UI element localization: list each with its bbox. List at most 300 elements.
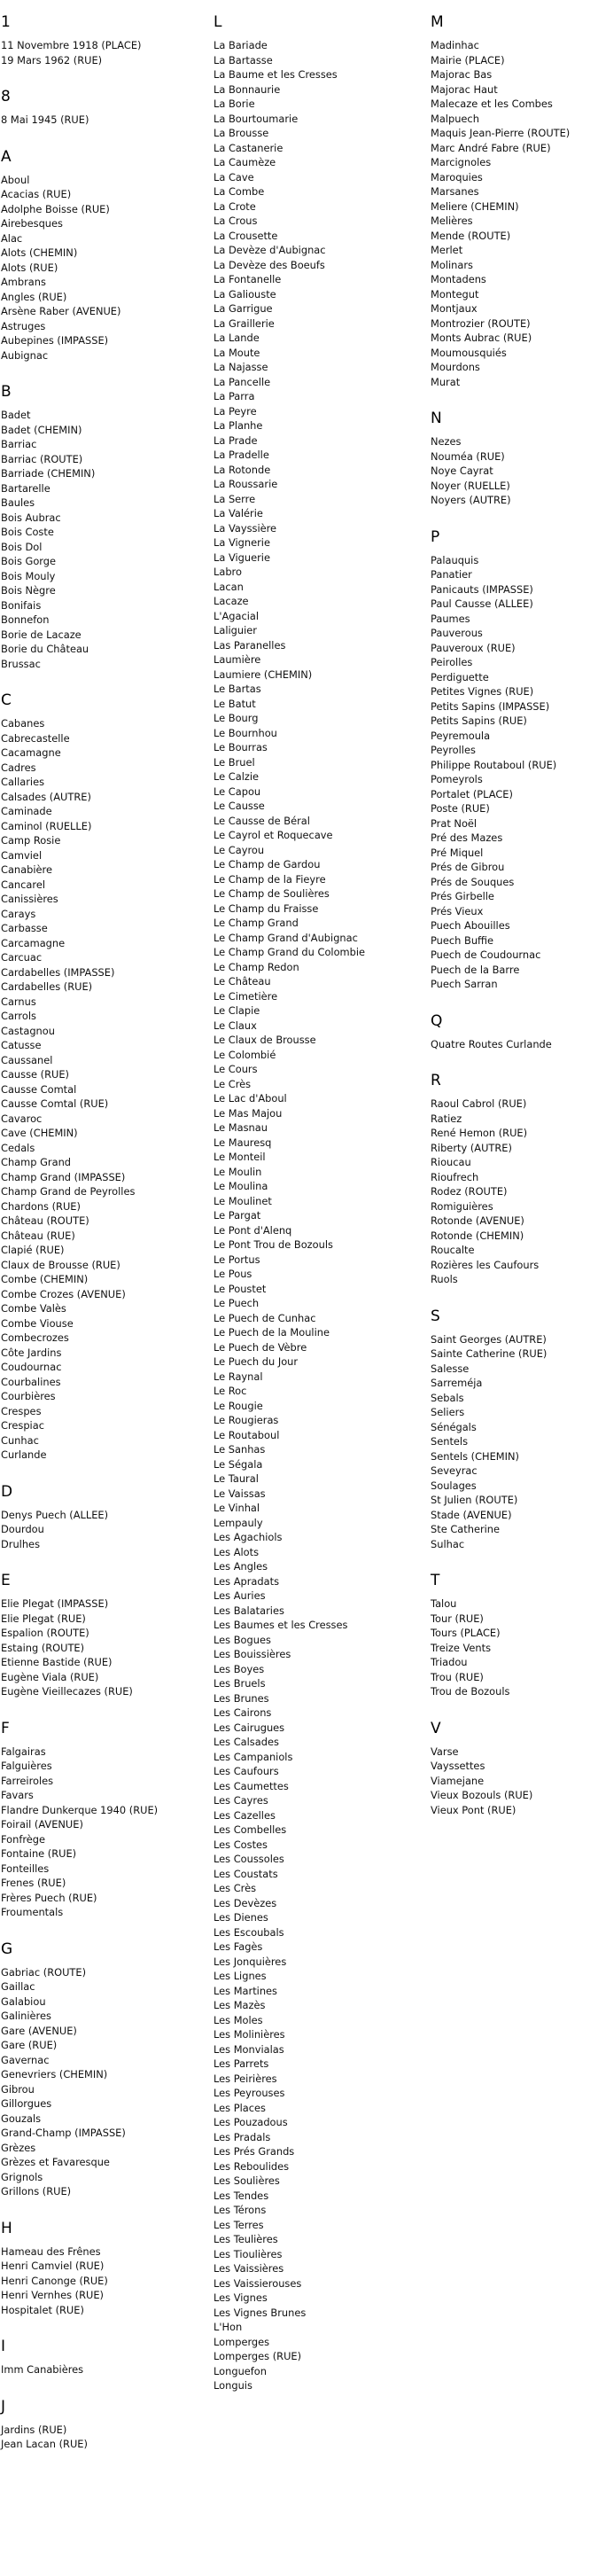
street-name: La Valérie — [214, 507, 263, 519]
street-name: Le Champ du Fraisse — [214, 902, 319, 915]
street-name: Lomperges (RUE) — [214, 2350, 302, 2362]
street-name: Saint Georges (AUTRE) — [431, 1332, 547, 1346]
street-name: Caminade — [1, 805, 52, 817]
street-name: Les Fagès — [214, 1940, 263, 1953]
street-name: Les Cairons — [214, 1706, 272, 1719]
street-name: Les Dienes — [214, 1911, 268, 1924]
street-name: Le Puech du Jour — [214, 1355, 299, 1368]
street-name: Castagnou — [1, 1024, 55, 1037]
street-name: Les Alots — [214, 1545, 260, 1558]
street-name: Cave (CHEMIN) — [1, 1127, 78, 1139]
street-name: Le Roc — [214, 1385, 247, 1397]
street-name: Les Coustats — [214, 1867, 278, 1880]
street-name: St Julien (ROUTE) — [431, 1494, 518, 1506]
street-name: Le Crès — [214, 1077, 252, 1090]
street-name: Gare (RUE) — [1, 2039, 58, 2051]
street-name: Le Champ Grand d'Aubignac — [214, 931, 358, 944]
street-name: Carcuac — [1, 951, 43, 964]
street-name: Eugène Vieillecazes (RUE) — [1, 1685, 133, 1698]
street-name: Henri Camviel (RUE) — [1, 2260, 105, 2272]
street-name: Bois Coste — [1, 526, 54, 538]
street-name: 19 Mars 1962 (RUE) — [1, 53, 103, 66]
street-name: Les Lignes — [214, 1970, 267, 1982]
street-name: La Vayssière — [214, 521, 277, 535]
street-name: Grillons (RUE) — [1, 2185, 72, 2197]
letter-section — [1, 2219, 196, 2318]
street-name: 11 Novembre 1918 (PLACE) — [1, 39, 142, 51]
street-name: Les Martines — [214, 1984, 277, 1997]
letter-heading: P — [431, 527, 440, 546]
street-name: Quatre Routes Curlande — [431, 1037, 552, 1050]
letter-section — [1, 87, 196, 128]
street-name: Borie de Lacaze — [1, 628, 82, 641]
street-name: Le Clapie — [214, 1004, 260, 1017]
street-name: Le Bournhou — [214, 726, 277, 739]
street-name: Les Costes — [214, 1838, 268, 1851]
street-name: Causse Comtal — [1, 1082, 77, 1096]
street-name: Bois Mouly — [1, 569, 56, 582]
letter-heading: F — [1, 1719, 10, 1737]
street-name: Le Claux — [214, 1019, 257, 1032]
street-name: La Roussarie — [214, 478, 278, 490]
street-name: Prat Noël — [431, 816, 478, 830]
letter-section — [431, 1571, 598, 1699]
street-name: Les Devèzes — [214, 1896, 277, 1909]
street-name: Malpuech — [431, 112, 479, 125]
street-name: Rioufrech — [431, 1170, 479, 1183]
street-name: Le Taural — [214, 1472, 259, 1485]
street-name: Les Combelles — [214, 1823, 287, 1836]
street-name: Peyrolles — [431, 744, 476, 756]
street-name: La Devèze des Boeufs — [214, 258, 325, 271]
street-name: Longuefon — [214, 2364, 267, 2377]
street-name: Le Ségala — [214, 1457, 263, 1471]
street-name: Le Mauresq — [214, 1136, 272, 1149]
street-name: Galinières — [1, 2010, 51, 2022]
street-name: Hospitalet (RUE) — [1, 2303, 84, 2316]
street-name: Les Tendes — [214, 2189, 269, 2202]
street-name: Cabanes — [1, 717, 45, 730]
street-name: Estaing (ROUTE) — [1, 1641, 85, 1654]
street-name: Labro — [214, 566, 242, 578]
street-name: Poste (RUE) — [431, 802, 490, 815]
street-name: Meliere (CHEMIN) — [431, 199, 519, 213]
street-name: Jardins (RUE) — [1, 2423, 67, 2436]
street-name: Champ Grand de Peyrolles — [1, 1185, 136, 1198]
street-name: Roucalte — [431, 1244, 475, 1256]
street-name: La Parra — [214, 390, 255, 402]
street-name: Montrozier (ROUTE) — [431, 316, 531, 330]
street-name: Laumiere (CHEMIN) — [214, 667, 313, 681]
street-name: Mairie (PLACE) — [431, 53, 505, 66]
street-name: Montadens — [431, 273, 486, 285]
street-name: Espalion (ROUTE) — [1, 1627, 89, 1639]
letter-section — [1, 691, 196, 1463]
street-name: Elie Plegat (IMPASSE) — [1, 1597, 109, 1610]
street-name: Les Escoubals — [214, 1925, 284, 1939]
street-name: Le Cimetière — [214, 989, 278, 1003]
street-list — [431, 1097, 598, 1287]
street-list — [1, 1965, 196, 2199]
letter-section — [1, 12, 196, 67]
street-name: Les Vaissières — [214, 2262, 284, 2275]
street-name: Perdiguette — [431, 670, 489, 683]
street-name: Le Colombié — [214, 1048, 276, 1061]
street-name: Etienne Bastide (RUE) — [1, 1656, 113, 1668]
street-list — [1, 2423, 196, 2452]
street-name: La Baume et les Cresses — [214, 68, 338, 81]
street-name: La Brousse — [214, 127, 269, 139]
street-name: Le Pont d'Alenq — [214, 1223, 292, 1237]
letter-section — [1, 2337, 196, 2377]
street-name: Le Mas Majou — [214, 1106, 283, 1120]
street-name: Seliers — [431, 1406, 465, 1418]
street-name: Romiguières — [431, 1199, 493, 1213]
street-name: Galabiou — [1, 1994, 46, 2008]
street-name: Sainte Catherine (RUE) — [431, 1347, 548, 1360]
street-name: Les Brunes — [214, 1691, 269, 1705]
street-name: Combe Valès — [1, 1302, 66, 1315]
street-name: Badet (CHEMIN) — [1, 423, 82, 436]
street-name: Les Places — [214, 2101, 266, 2114]
street-name: Le Vaissas — [214, 1487, 266, 1500]
street-list — [1, 173, 196, 363]
street-name: Panicauts (IMPASSE) — [431, 582, 533, 596]
street-name: La Prade — [214, 433, 258, 447]
letter-section — [431, 1011, 598, 1052]
street-name: Le Moulina — [214, 1180, 268, 1192]
street-name: Stade (AVENUE) — [431, 1508, 512, 1521]
street-name: 8 Mai 1945 (RUE) — [1, 113, 89, 126]
letter-section — [431, 527, 598, 992]
letter-heading: V — [431, 1719, 441, 1737]
street-name: Talou — [431, 1597, 457, 1610]
street-name: Marcignoles — [431, 156, 492, 168]
street-name: Rotonde (CHEMIN) — [431, 1229, 524, 1242]
street-name: Le Rougie — [214, 1399, 263, 1412]
street-name: Carbasse — [1, 922, 48, 934]
street-name: Carays — [1, 907, 36, 920]
letter-heading: J — [1, 2397, 6, 2416]
street-name: Le Puech de la Mouline — [214, 1326, 330, 1339]
street-name: Ste Catherine — [431, 1523, 501, 1535]
street-name: Grand-Champ (IMPASSE) — [1, 2127, 126, 2139]
street-name: Champ Grand (IMPASSE) — [1, 1170, 126, 1183]
street-name: Pré Miquel — [431, 846, 484, 859]
street-name: Les Parrets — [214, 2057, 269, 2070]
street-name: Gare (AVENUE) — [1, 2024, 77, 2037]
street-name: Moumousquiés — [431, 346, 507, 359]
street-name: Caminol (RUELLE) — [1, 819, 92, 832]
street-list — [1, 716, 196, 1463]
street-name: Alac — [1, 231, 23, 245]
street-name: La Rotonde — [214, 463, 271, 476]
street-name: Mende (ROUTE) — [431, 229, 511, 242]
letter-heading: R — [431, 1072, 441, 1089]
street-name: Ambrans — [1, 276, 46, 288]
letter-heading: H — [1, 2219, 12, 2237]
street-name: Majorac Haut — [431, 82, 498, 96]
street-name: Pauverous — [431, 627, 483, 639]
street-name: Le Rougieras — [214, 1414, 279, 1426]
letter-heading: I — [1, 2338, 6, 2355]
street-name: Callaries — [1, 776, 45, 788]
street-name: Le Routaboul — [214, 1428, 280, 1441]
index-column-1 — [1, 12, 196, 2471]
letter-heading: L — [214, 13, 222, 31]
street-name: Clapié (RUE) — [1, 1244, 65, 1256]
street-list — [214, 38, 408, 2393]
street-name: Molinars — [431, 258, 473, 271]
street-list — [431, 1596, 598, 1699]
street-name: Le Champ de Gardou — [214, 858, 321, 870]
street-name: Petits Sapins (RUE) — [431, 714, 527, 727]
letter-heading: E — [1, 1572, 11, 1589]
street-name: Canissières — [1, 893, 58, 905]
street-name: La Graillerie — [214, 316, 275, 330]
street-name: Le Moulin — [214, 1165, 262, 1178]
street-name: Le Cayrol et Roquecave — [214, 829, 333, 841]
street-name: Gavernac — [1, 2053, 50, 2066]
street-name: La Pradelle — [214, 449, 269, 461]
street-name: Alots (RUE) — [1, 261, 58, 274]
street-name: Cardabelles (IMPASSE) — [1, 965, 115, 979]
street-name: Claux de Brousse (RUE) — [1, 1258, 120, 1271]
street-name: Farreiroles — [1, 1774, 54, 1787]
street-name: Peirolles — [431, 656, 473, 668]
street-name: Curlande — [1, 1448, 47, 1461]
street-name: Les Peirières — [214, 2072, 277, 2085]
street-name: Foirail (AVENUE) — [1, 1818, 83, 1831]
street-list — [1, 1745, 196, 1920]
street-name: Les Pradals — [214, 2130, 271, 2143]
street-name: Peyremoula — [431, 729, 491, 742]
street-name: La Garrigue — [214, 302, 273, 315]
street-name: Gaillac — [1, 1980, 35, 1993]
letter-heading: M — [431, 13, 444, 31]
street-name: Acacias (RUE) — [1, 188, 72, 200]
letter-heading: 8 — [1, 88, 11, 105]
street-name: Les Bruels — [214, 1677, 266, 1690]
street-name: Les Jonquières — [214, 1955, 287, 1968]
street-name: Le Champ de la Fieyre — [214, 872, 326, 886]
street-name: La Pancelle — [214, 375, 271, 388]
street-name: Las Paranelles — [214, 638, 286, 652]
street-name: Trou de Bozouls — [431, 1685, 510, 1698]
street-name: Marsanes — [431, 185, 479, 198]
street-name: Puech Abouilles — [431, 919, 510, 932]
street-name: Crespes — [1, 1404, 42, 1417]
street-name: Vieux Pont (RUE) — [431, 1803, 516, 1816]
street-name: Les Crès — [214, 1882, 257, 1894]
street-name: La Serre — [214, 492, 256, 505]
letter-heading: Q — [431, 1011, 443, 1030]
street-name: Le Puech — [214, 1297, 260, 1309]
street-list — [1, 1508, 196, 1552]
street-name: René Hemon (RUE) — [431, 1127, 528, 1139]
street-name: Sulhac — [431, 1537, 465, 1550]
street-name: Le Batut — [214, 697, 256, 710]
street-name: Les Bouissières — [214, 1648, 291, 1660]
street-name: Astruges — [1, 319, 46, 332]
street-name: Les Calsades — [214, 1736, 279, 1748]
street-name: Laumière — [214, 653, 261, 666]
street-name: Le Poustet — [214, 1282, 267, 1295]
street-name: Sénégals — [431, 1420, 477, 1433]
street-name: La Bonnaurie — [214, 82, 281, 96]
index-column-2 — [214, 12, 408, 2413]
street-name: La Crousette — [214, 229, 278, 242]
street-list — [1, 2244, 196, 2318]
street-name: Sebals — [431, 1391, 464, 1404]
street-name: Ruols — [431, 1273, 458, 1285]
street-name: Caussanel — [1, 1053, 53, 1066]
letter-heading: B — [1, 383, 12, 401]
street-name: La Viguerie — [214, 550, 270, 564]
street-name: Longuis — [214, 2379, 252, 2392]
letter-section — [1, 382, 196, 671]
street-list — [1, 38, 196, 67]
street-name: Cancarel — [1, 878, 46, 891]
street-name: Fonteilles — [1, 1862, 50, 1875]
street-name: Château (ROUTE) — [1, 1214, 89, 1227]
letter-section — [1, 1482, 196, 1552]
street-name: Les Baumes et les Cresses — [214, 1619, 348, 1631]
street-name: Les Auries — [214, 1589, 266, 1602]
street-name: Elie Plegat (RUE) — [1, 1612, 86, 1625]
street-name: Le Monteil — [214, 1151, 266, 1163]
street-name: Nouméa (RUE) — [431, 449, 505, 463]
street-name: Le Portus — [214, 1253, 260, 1266]
street-name: Le Champ de Soulières — [214, 887, 330, 900]
street-name: Pomeyrols — [431, 773, 483, 785]
street-name: Majorac Bas — [431, 68, 493, 81]
street-name: Maroquies — [431, 170, 483, 183]
street-name: Cadres — [1, 761, 36, 774]
street-name: Combe Crozes (AVENUE) — [1, 1287, 126, 1300]
street-name: Merlet — [431, 244, 463, 256]
street-list — [431, 1745, 598, 1818]
letter-section — [431, 1307, 598, 1552]
street-name: Les Terres — [214, 2218, 264, 2231]
street-name: Fonfrège — [1, 1832, 46, 1846]
street-name: Baules — [1, 496, 35, 509]
street-name: Imm Canabières — [1, 2363, 84, 2376]
street-name: L'Hon — [214, 2321, 243, 2333]
street-name: Aboul — [1, 173, 30, 186]
street-name: Soulages — [431, 1479, 477, 1492]
letter-heading: G — [1, 1940, 13, 1958]
street-name: Brussac — [1, 657, 41, 670]
street-name: Lomperges — [214, 2335, 270, 2348]
street-name: Frères Puech (RUE) — [1, 1891, 97, 1904]
street-name: Falguières — [1, 1760, 52, 1772]
street-name: Viamejane — [431, 1774, 485, 1787]
street-name: Crespiac — [1, 1419, 44, 1432]
street-name: Montjaux — [431, 302, 478, 315]
street-name: Eugène Viala (RUE) — [1, 1670, 99, 1683]
street-name: Tours (PLACE) — [431, 1627, 501, 1639]
street-name: Dourdou — [1, 1523, 44, 1535]
letter-section — [431, 1719, 598, 1818]
street-name: Bois Nègre — [1, 584, 56, 597]
street-name: Courbalines — [1, 1375, 61, 1388]
street-name: Le Puech de Vèbre — [214, 1340, 307, 1354]
street-name: Combecrozes — [1, 1331, 69, 1344]
street-name: Puech de Coudournac — [431, 948, 541, 961]
street-name: Les Peyrouses — [214, 2087, 285, 2099]
street-name: Prés de Souques — [431, 875, 515, 888]
street-name: Le Bruel — [214, 755, 255, 769]
street-name: Paul Causse (ALLEE) — [431, 597, 533, 610]
street-name: Grèzes et Favaresque — [1, 2156, 110, 2168]
street-name: Le Château — [214, 975, 271, 987]
street-name: Canabière — [1, 863, 52, 876]
street-name: La Castanerie — [214, 141, 283, 154]
street-name: La Planhe — [214, 419, 263, 432]
street-name: Camviel — [1, 848, 43, 862]
street-name: Carcamagne — [1, 936, 66, 949]
street-name: Le Causse — [214, 800, 265, 812]
street-name: Les Agachiols — [214, 1531, 283, 1543]
street-name: Tour (RUE) — [431, 1612, 484, 1625]
street-name: Pauveroux (RUE) — [431, 641, 516, 654]
street-name: Prés Girbelle — [431, 890, 494, 902]
street-name: Le Claux de Brousse — [214, 1034, 316, 1046]
street-name: Grignols — [1, 2170, 43, 2183]
street-name: Adolphe Boisse (RUE) — [1, 202, 110, 215]
street-name: Le Lac d'Aboul — [214, 1092, 287, 1105]
street-name: Le Bourg — [214, 712, 259, 724]
letter-heading: T — [431, 1572, 440, 1589]
street-name: Le Puech de Cunhac — [214, 1311, 316, 1324]
street-name: Puech Buffie — [431, 933, 494, 947]
street-name: Triadou — [431, 1656, 468, 1668]
letter-section — [214, 12, 408, 2393]
street-name: Rotonde (AVENUE) — [431, 1214, 524, 1227]
letter-heading: 1 — [1, 13, 11, 31]
street-name: Causse (RUE) — [1, 1068, 69, 1081]
street-name: Château (RUE) — [1, 1229, 75, 1242]
letter-heading: A — [1, 147, 12, 166]
street-name: Les Prés Grands — [214, 2145, 295, 2158]
street-name: Arsène Raber (AVENUE) — [1, 305, 121, 317]
street-name: La Borie — [214, 98, 255, 110]
street-name: Carnus — [1, 995, 36, 1008]
street-name: Camp Rosie — [1, 834, 61, 847]
street-name: Philippe Routaboul (RUE) — [431, 758, 557, 771]
street-name: La Caumèze — [214, 156, 276, 168]
street-name: Palauquis — [431, 553, 479, 566]
street-list — [431, 1332, 598, 1552]
street-name: Les Apradats — [214, 1574, 280, 1588]
street-name: Le Bartas — [214, 683, 261, 695]
letter-heading: C — [1, 691, 12, 709]
street-name: Borie du Château — [1, 643, 89, 655]
street-name: Panatier — [431, 568, 472, 581]
street-name: Le Pont Trou de Bozouls — [214, 1238, 333, 1251]
street-name: Les Molinières — [214, 2028, 285, 2041]
street-name: L'Agacial — [214, 609, 260, 622]
street-name: Gillorgues — [1, 2097, 52, 2110]
street-name: Les Cazelles — [214, 1808, 276, 1822]
street-name: Les Coussoles — [214, 1853, 284, 1865]
street-name: Monts Aubrac (RUE) — [431, 332, 532, 344]
letter-heading: N — [431, 410, 442, 427]
street-name: Les Térons — [214, 2204, 267, 2216]
street-name: Jean Lacan (RUE) — [1, 2438, 88, 2450]
street-name: Bonnefon — [1, 613, 50, 626]
